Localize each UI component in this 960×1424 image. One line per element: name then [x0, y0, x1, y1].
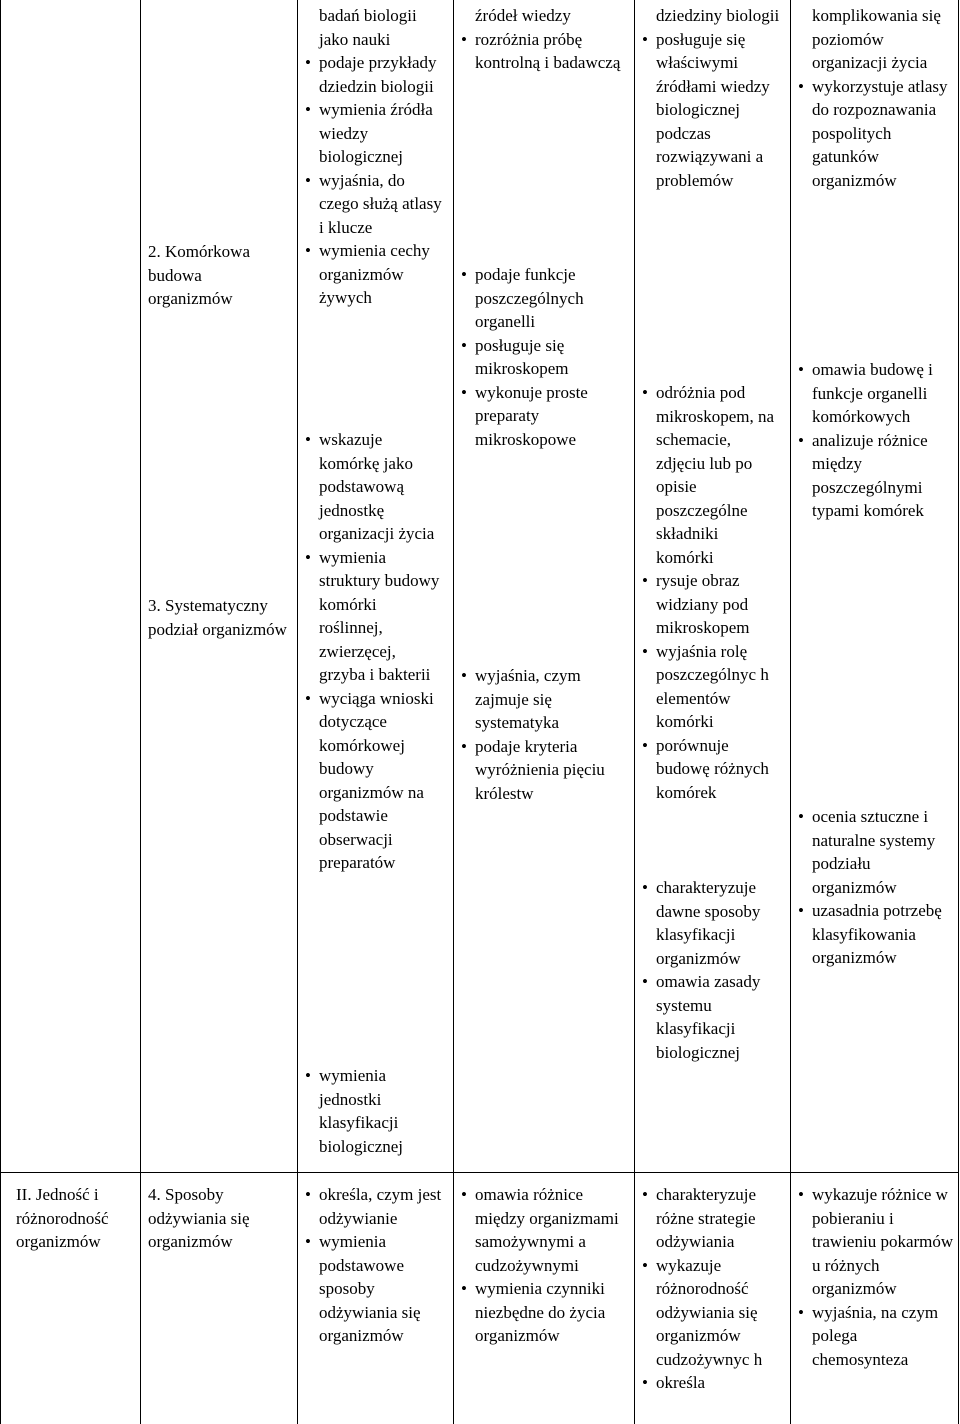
requirements-list	[303, 428, 443, 875]
requirement-item: • charakteryzuje dawne sposoby klasyfikacji organizmów	[640, 876, 780, 970]
requirements-list	[459, 1183, 629, 1348]
requirement-item: • wykazuje różnice w pobieraniu i trawieniu pokarmów u różnych organizmów	[796, 1183, 954, 1301]
requirement-item: • wymienia źródła wiedzy biologicznej	[303, 98, 443, 169]
requirements-list	[303, 4, 443, 310]
requirement-item: • wymienia jednostki klasyfikacji biologicznej	[303, 1064, 443, 1158]
requirements-list	[796, 358, 954, 523]
requirements-list	[640, 4, 780, 192]
topic-cell: 4. Sposoby odżywiania się organizmów	[148, 1185, 250, 1251]
table-border-right	[958, 0, 959, 1424]
requirement-item: • wymienia podstawowe sposoby odżywiania się organizmów	[303, 1230, 443, 1348]
requirements-list	[640, 876, 780, 1064]
requirements-list	[459, 263, 629, 451]
requirement-item: • posługuje się mikroskopem	[459, 334, 629, 381]
requirement-item: • określa, czym jest odżywianie	[303, 1183, 443, 1230]
requirement-item: źródeł wiedzy	[475, 6, 571, 25]
topic-cell: 2. Komórkowa budowa organizmów	[148, 242, 250, 308]
requirement-item: • wykonuje proste preparaty mikroskopowe	[459, 381, 629, 452]
row-divider	[0, 1172, 959, 1173]
requirements-list	[796, 1183, 954, 1371]
requirement-item: • charakteryzuje różne strategie odżywiania	[640, 1183, 780, 1254]
requirement-item: • analizuje różnice między poszczególnymi typami komórek	[796, 429, 954, 523]
requirement-item: • podaje przykłady dziedzin biologii	[303, 51, 443, 98]
column-divider	[453, 0, 454, 1424]
requirements-list	[303, 1064, 443, 1158]
requirement-item: • wskazuje komórkę jako podstawową jednostkę organizacji życia	[303, 428, 443, 546]
topic-cell: 3. Systematyczny podział organizmów	[148, 596, 287, 639]
requirement-item: komplikowania się poziomów organizacji życia	[812, 6, 941, 72]
requirement-item: • omawia budowę i funkcje organelli komórkowych	[796, 358, 954, 429]
requirement-item: • wymienia struktury budowy komórki roślinnej, zwierzęcej, grzyba i bakterii	[303, 546, 443, 687]
requirement-item: • wykazuje różnorodność odżywiania się organizmów cudzożywnyc h	[640, 1254, 780, 1372]
section-label: II. Jedność i różnorodność organizmów	[16, 1185, 109, 1251]
requirement-item: • wyjaśnia rolę poszczególnyc h elementów komórki	[640, 640, 780, 734]
requirement-item: • wykorzystuje atlasy do rozpoznawania pospolitych gatunków organizmów	[796, 75, 954, 193]
requirements-list	[303, 1183, 443, 1348]
requirements-list	[459, 664, 629, 805]
requirement-item: dziedziny biologii	[656, 6, 780, 25]
column-divider	[634, 0, 635, 1424]
table-border-left	[0, 0, 1, 1424]
requirement-item: • określa	[640, 1371, 780, 1395]
requirement-item: • podaje kryteria wyróżnienia pięciu królestw	[459, 735, 629, 806]
requirement-item: • wymienia cechy organizmów żywych	[303, 239, 443, 310]
requirements-list	[640, 381, 780, 804]
requirement-item: • rozróżnia próbę kontrolną i badawczą	[459, 28, 629, 75]
requirement-item: • wyciąga wnioski dotyczące komórkowej budowy organizmów na podstawie obserwacji preparatów	[303, 687, 443, 875]
requirements-list	[796, 4, 954, 192]
requirement-item: • rysuje obraz widziany pod mikroskopem	[640, 569, 780, 640]
column-divider	[790, 0, 791, 1424]
requirement-item: • posługuje się właściwymi źródłami wiedzy biologicznej podczas rozwiązywani a problemów	[640, 28, 780, 193]
requirements-list	[640, 1183, 780, 1395]
requirement-item: • wyjaśnia, na czym polega chemosynteza	[796, 1301, 954, 1372]
requirement-item: • odróżnia pod mikroskopem, na schemacie, zdjęciu lub po opisie poszczególne składniki komórki	[640, 381, 780, 569]
requirement-item: • uzasadnia potrzebę klasyfikowania organizmów	[796, 899, 954, 970]
requirements-list	[796, 805, 954, 970]
column-divider	[140, 0, 141, 1424]
requirements-list	[459, 4, 629, 75]
requirement-item: badań biologii jako nauki	[319, 6, 417, 49]
requirement-item: • wymienia czynniki niezbędne do życia organizmów	[459, 1277, 629, 1348]
column-divider	[297, 0, 298, 1424]
requirement-item: • podaje funkcje poszczególnych organelli	[459, 263, 629, 334]
requirement-item: • wyjaśnia, do czego służą atlasy i klucze	[303, 169, 443, 240]
requirement-item: • omawia zasady systemu klasyfikacji biologicznej	[640, 970, 780, 1064]
requirement-item: • wyjaśnia, czym zajmuje się systematyka	[459, 664, 629, 735]
requirement-item: • ocenia sztuczne i naturalne systemy podziału organizmów	[796, 805, 954, 899]
requirement-item: • omawia różnice między organizmami samożywnymi a cudzożywnymi	[459, 1183, 629, 1277]
requirement-item: • porównuje budowę różnych komórek	[640, 734, 780, 805]
